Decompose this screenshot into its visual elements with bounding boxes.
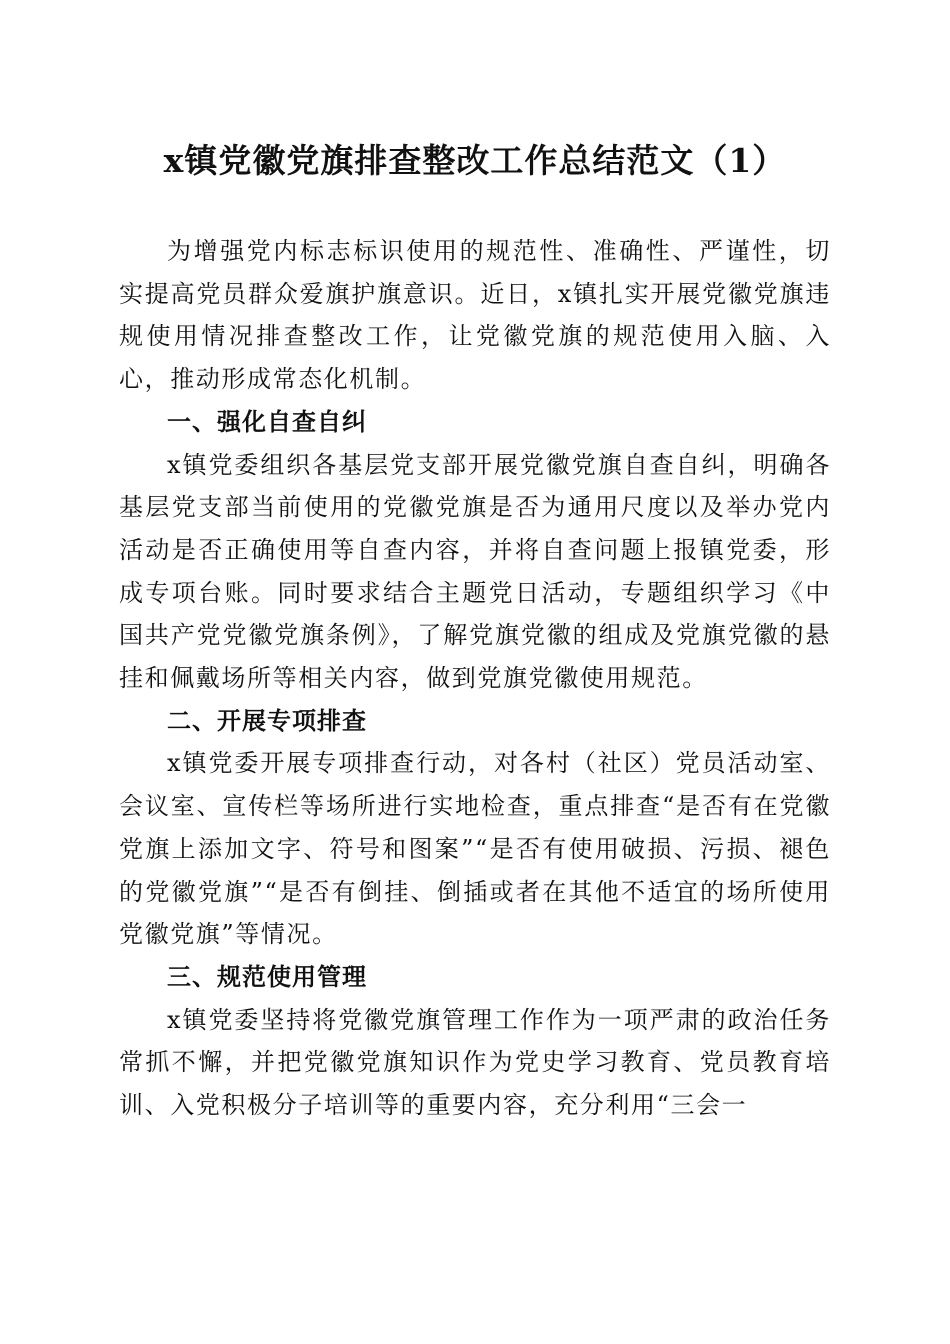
section-paragraph-2: x镇党委开展专项排查行动，对各村（社区）党员活动室、会议室、宣传栏等场所进行实地检查，重点排查“是否有在党徽党旗上添加文字、符号和图案”“是否有使用破损、污损、褪色的党徽党旗”“是否有倒挂、倒插或者在其他不适宜的场所使用党徽党旗”等情况。 [119, 749, 831, 949]
section-heading-2: 二、开展专项排查 [167, 706, 367, 735]
document-title: x镇党徽党旗排查整改工作总结范文（1） [163, 141, 787, 180]
section-paragraph-3: x镇党委坚持将党徽党旗管理工作作为一项严肃的政治任务常抓不懈，并把党徽党旗知识作为党史学习教育、党员教育培训、入党积极分子培训等的重要内容，充分利用“三会一 [119, 1005, 831, 1120]
intro-paragraph: 为增强党内标志标识使用的规范性、准确性、严谨性，切实提高党员群众爱旗护旗意识。近日，x镇扎实开展党徽党旗违规使用情况排查整改工作，让党徽党旗的规范使用入脑、入心，推动形成常态化机制。 [119, 237, 831, 394]
document-body [119, 230, 831, 1127]
section-heading-1: 一、强化自查自纠 [167, 407, 367, 436]
section-heading-3: 三、规范使用管理 [167, 962, 367, 991]
section-paragraph-1: x镇党委组织各基层党支部开展党徽党旗自查自纠，明确各基层党支部当前使用的党徽党旗是否为通用尺度以及举办党内活动是否正确使用等自查内容，并将自查问题上报镇党委，形成专项台账。同时要求结合主题党日活动，专题组织学习《中国共产党党徽党旗条例》，了解党旗党徽的组成及党旗党徽的悬挂和佩戴场所等相关内容，做到党旗党徽使用规范。 [119, 450, 831, 693]
